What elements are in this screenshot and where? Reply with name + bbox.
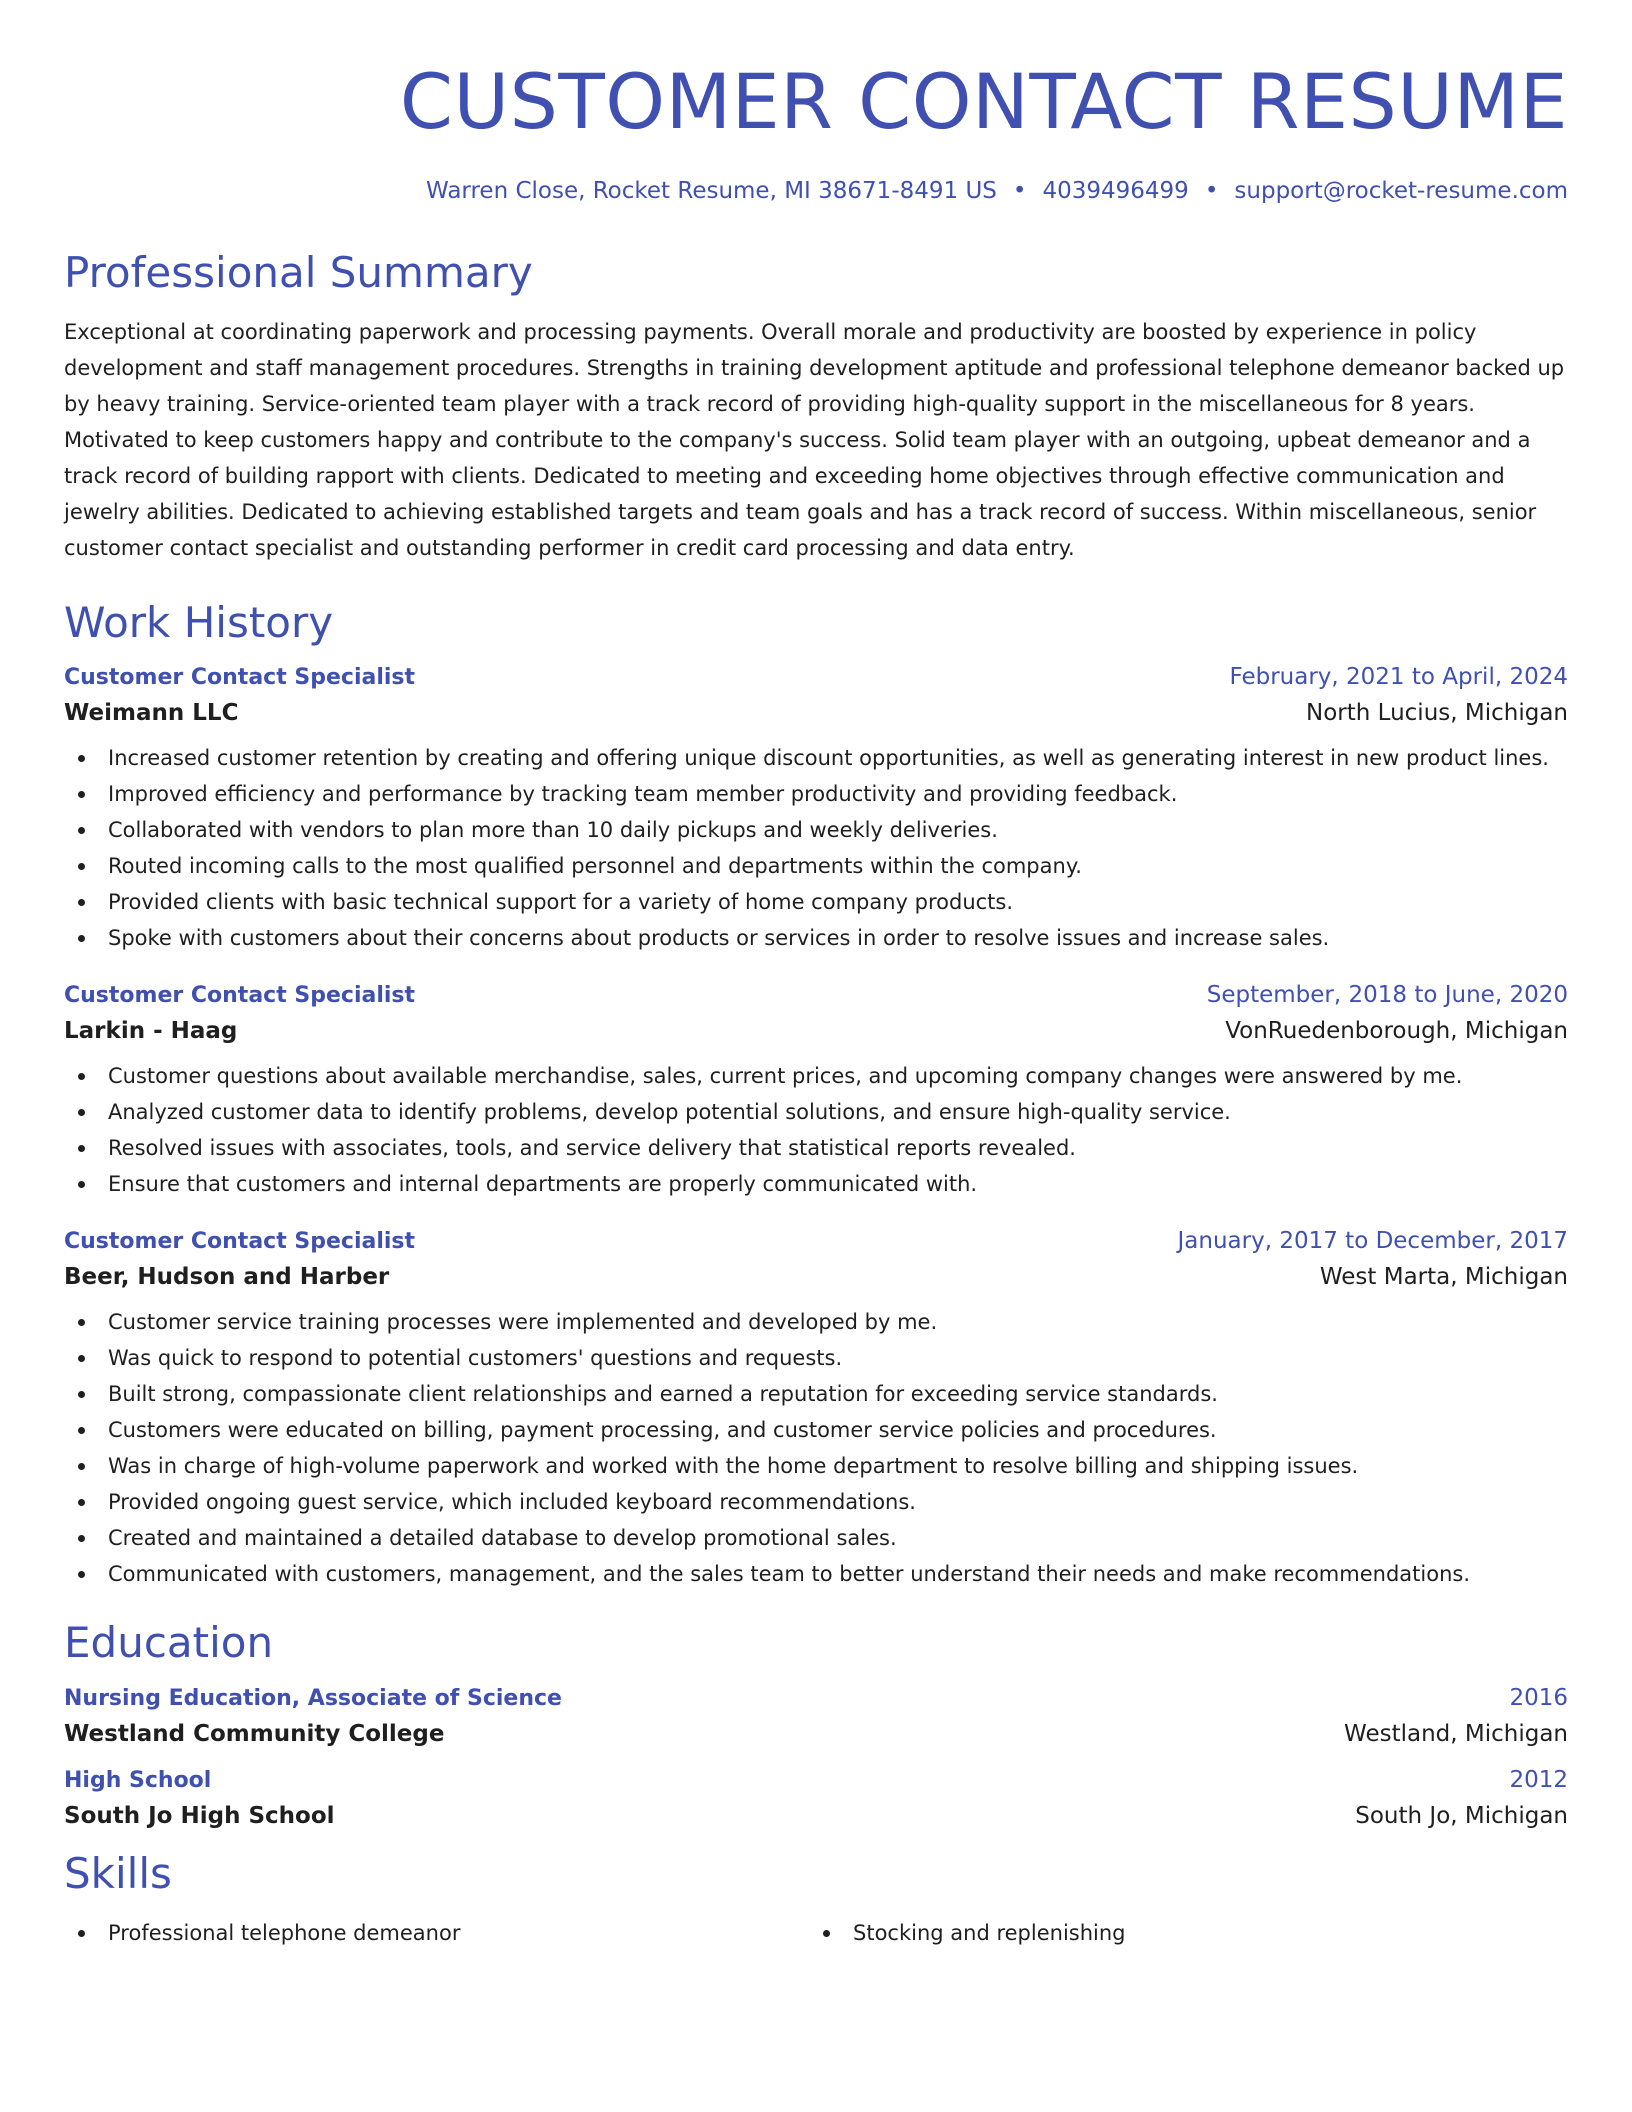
job-bullets [64,1304,1568,1592]
skill-item: Stocking and replenishing [823,1915,1568,1951]
contact-email: support@rocket-resume.com [1234,177,1568,204]
job-company: Weimann LLC [64,700,239,727]
job-bullet: Resolved issues with associates, tools, and service delivery that statistical reports revealed. [78,1130,1568,1166]
job-dates: February, 2021 to April, 2024 [1229,664,1568,691]
education-year: 2016 [1509,1684,1568,1711]
job-header [64,1228,1568,1254]
job-bullet: Customer questions about available merchandise, sales, current prices, and upcoming company changes were answered by me. [78,1058,1568,1094]
job-bullet: Provided clients with basic technical support for a variety of home company products. [78,884,1568,920]
education-subheader [64,1803,1568,1829]
job-company: Beer, Hudson and Harber [64,1264,390,1291]
education-header [64,1685,1568,1711]
job-subheader [64,700,1568,726]
job-bullet: Provided ongoing guest service, which included keyboard recommendations. [78,1484,1568,1520]
job-dates: January, 2017 to December, 2017 [1177,1228,1568,1255]
job-bullet: Routed incoming calls to the most qualified personnel and departments within the company. [78,848,1568,884]
contact-line [64,178,1568,204]
job-entry [64,1228,1568,1592]
education-location: Westland, Michigan [1344,1720,1568,1747]
contact-separator: • [1204,177,1219,204]
job-entry [64,982,1568,1202]
job-location: West Marta, Michigan [1319,1264,1568,1291]
education-subheader [64,1721,1568,1747]
job-bullet: Was quick to respond to potential customers' questions and requests. [78,1340,1568,1376]
job-bullet: Spoke with customers about their concerns about products or services in order to resolve issues and increase sales. [78,920,1568,956]
job-bullet: Analyzed customer data to identify problems, develop potential solutions, and ensure high-quality service. [78,1094,1568,1130]
summary-heading: Professional Summary [64,247,533,297]
education-school: Westland Community College [64,1720,445,1747]
job-header [64,982,1568,1008]
job-location: North Lucius, Michigan [1306,700,1568,727]
education-entry [64,1767,1568,1829]
job-title: Customer Contact Specialist [64,665,416,691]
job-bullet: Was in charge of high-volume paperwork and worked with the home department to resolve billing and shipping issues. [78,1448,1568,1484]
job-bullet: Communicated with customers, management, and the sales team to better understand their needs and make recommendations. [78,1556,1568,1592]
job-bullet: Customers were educated on billing, payment processing, and customer service policies and procedures. [78,1412,1568,1448]
job-bullet: Increased customer retention by creating and offering unique discount opportunities, as well as generating interest in new product lines. [78,740,1568,776]
education-year: 2012 [1509,1766,1568,1793]
contact-address: Warren Close, Rocket Resume, MI 38671-8491 US [426,177,997,204]
summary-text: Exceptional at coordinating paperwork and processing payments. Overall morale and productivity are boosted by experience in policy development and staff management procedures. Strengths in training development aptitude and professional telephone demeanor backed up by heavy training. Service-oriented team player with a track record of providing high-quality support in the miscellaneous for 8 years. Motivated to keep customers happy and contribute to the company's success. Solid team player with an outgoing, upbeat demeanor and a track record of building rapport with clients. Dedicated to meeting and exceeding home objectives through effective communication and jewelry abilities. Dedicated to achieving established targets and team goals and has a track record of success. Within miscellaneous, senior customer contact specialist and outstanding performer in credit card processing and data entry. [64,319,1565,560]
education-degree: High School [64,1767,212,1793]
job-entry [64,664,1568,956]
job-bullet: Collaborated with vendors to plan more than 10 daily pickups and weekly deliveries. [78,812,1568,848]
education-degree: Nursing Education, Associate of Science [64,1685,562,1711]
education-entry [64,1685,1568,1747]
job-bullet: Customer service training processes were implemented and developed by me. [78,1304,1568,1340]
education-header [64,1767,1568,1793]
education-location: South Jo, Michigan [1355,1802,1568,1829]
job-bullet: Ensure that customers and internal departments are properly communicated with. [78,1166,1568,1202]
job-bullet: Built strong, compassionate client relationships and earned a reputation for exceeding service standards. [78,1376,1568,1412]
job-company: Larkin - Haag [64,1018,238,1045]
contact-separator: • [1012,177,1027,204]
work-history-heading: Work History [64,597,334,647]
job-header [64,664,1568,690]
job-bullet: Created and maintained a detailed database to develop promotional sales. [78,1520,1568,1556]
job-subheader [64,1264,1568,1290]
resume-title: CUSTOMER CONTACT RESUME [399,57,1568,146]
job-dates: September, 2018 to June, 2020 [1206,982,1568,1009]
skill-item: Professional telephone demeanor [78,1915,823,1951]
skills-list [64,1915,1568,1951]
education-heading: Education [64,1618,274,1668]
job-bullet: Improved efficiency and performance by tracking team member productivity and providing feedback. [78,776,1568,812]
job-title: Customer Contact Specialist [64,1229,416,1255]
contact-phone: 4039496499 [1042,177,1189,204]
job-subheader [64,1018,1568,1044]
job-location: VonRuedenborough, Michigan [1225,1018,1568,1045]
skills-heading: Skills [64,1848,172,1898]
job-title: Customer Contact Specialist [64,983,416,1009]
job-bullets [64,1058,1568,1202]
education-school: South Jo High School [64,1802,335,1829]
job-bullets [64,740,1568,956]
